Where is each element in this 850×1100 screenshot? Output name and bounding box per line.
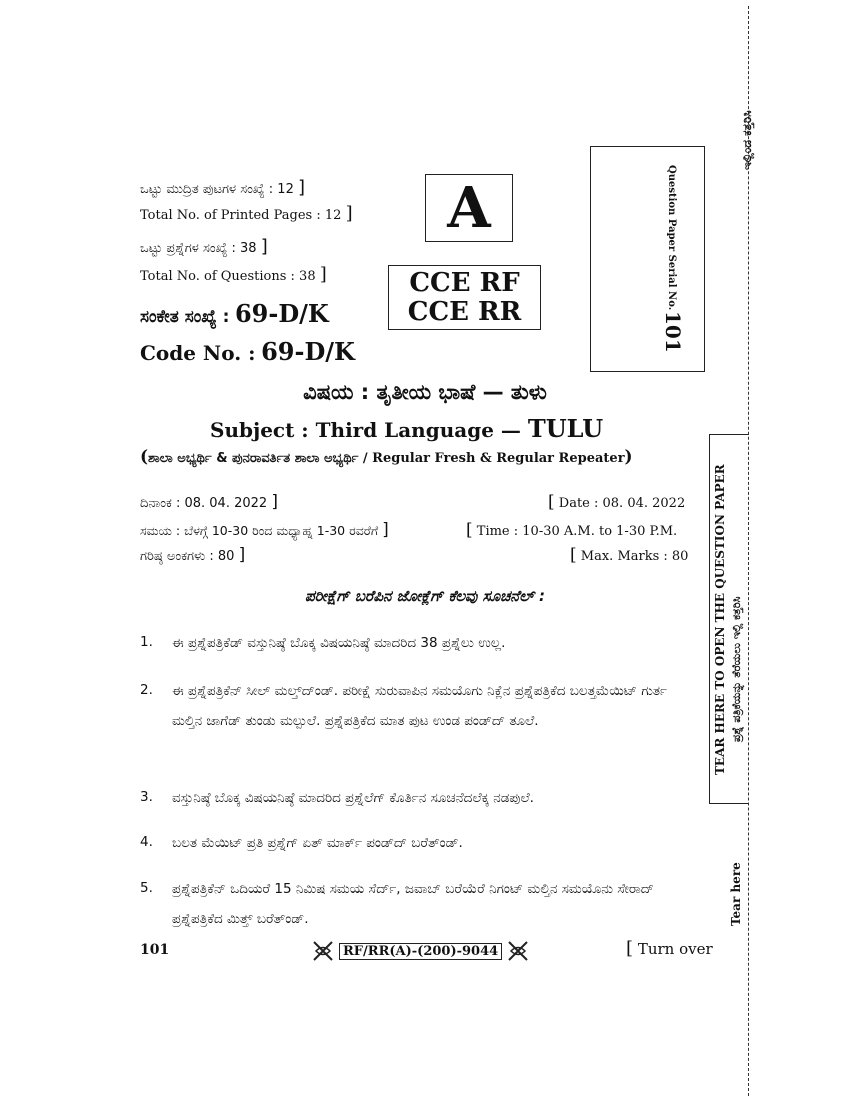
printed-pages-kn: ಒಟ್ಟು ಮುದ್ರಿತ ಪುಟಗಳ ಸಂಖ್ಯೆ : 12 ] bbox=[140, 177, 306, 198]
serial-value: 101 bbox=[661, 311, 685, 353]
instruction-text: ಈ ಪ್ರಶ್ನೆಪತ್ರಿಕೆಡ್ ವಸ್ತುನಿಷ್ಠೆ ಬೊಕ್ಕ ವಿಷಯನಿಷ್ಠೆ ಮಾದರಿದ 38 ಪ್ರಶ್ನೆಲು ಉಲ್ಲ. bbox=[172, 635, 506, 651]
tear-here-bottom: Tear here bbox=[729, 862, 743, 926]
marks-kn: ಗರಿಷ್ಠ ಅಂಕಗಳು : 80 ] bbox=[140, 545, 246, 565]
instruction-text: ಬಲತ ಮೆಯಿಟ್ ಪ್ರತಿ ಪ್ರಶ್ನೆಗ್ ಏತ್ ಮಾರ್ಕ್ ಪಂಡ್‌ದ್ ಬರೆತ್‌ಂಡ್. bbox=[172, 835, 463, 851]
cce-rf-label: CCE RF bbox=[409, 268, 520, 298]
turn-over-label: [ Turn over bbox=[626, 938, 713, 959]
questions-kn: ಒಟ್ಟು ಪ್ರಶ್ನೆಗಳ ಸಂಖ್ಯೆ : 38 ] bbox=[140, 236, 268, 257]
instruction-text: ವಸ್ತುನಿಷ್ಠೆ ಬೊಕ್ಕ ವಿಷಯನಿಷ್ಠೆ ಮಾದರಿದ ಪ್ರಶ್ನೆಲೆಗ್ ಕೊರ್ತಿನ ಸೂಚನೆದಲೆಕ್ಕ ನಡಪುಲೆ. bbox=[172, 790, 534, 806]
date-en: [ Date : 08. 04. 2022 bbox=[548, 492, 686, 512]
marks-en: [ Max. Marks : 80 bbox=[570, 545, 689, 565]
footer-paper-code: RF/RR(A)-(200)-9044 bbox=[339, 943, 502, 960]
footer-page-code: 101 bbox=[140, 942, 170, 958]
time-kn: ಸಮಯ : ಬೆಳಗ್ಗೆ 10-30 ರಿಂದ ಮಧ್ಯಾಹ್ನ 1-30 ರವರೆಗೆ ] bbox=[140, 520, 389, 540]
candidate-type: (ಶಾಲಾ ಅಭ್ಯರ್ಥಿ & ಪುನರಾವರ್ತಿತ ಶಾಲಾ ಅಭ್ಯರ್ಥಿ / Regular Fresh & Regular Repeater) bbox=[140, 447, 633, 467]
instruction-3 bbox=[140, 783, 700, 813]
instruction-5 bbox=[140, 874, 700, 936]
time-en: [ Time : 10-30 A.M. to 1-30 P.M. bbox=[466, 520, 678, 540]
version-letter-box: A bbox=[425, 174, 513, 242]
printed-pages-en: Total No. of Printed Pages : 12 ] bbox=[140, 203, 353, 224]
instruction-text: ಈ ಪ್ರಶ್ನೆಪತ್ರಿಕೆನ್ ಸೀಲ್ ಮಲ್ತ್‌ದ್‌ಂಡ್. ಪರೀಕ್ಷೆ ಸುರುವಾಪಿನ ಸಮಯೊಗು ನಿಕ್ಲೆನ ಪ್ರಶ್ನೆಪತ್ರಿಕೆದ ಬಲತ್ತಮೆಯಿಟ್ ಗುರ್ತ ಮಲ್ತಿನ ಜಾಗೆಡ್ ತುಂಡು ಮಲ್ಪುಲೆ. ಪ್ರಶ್ನೆಪತ್ರಿಕೆದ ಮಾತ ಪುಟ ಉಂಡ ಪಂಡ್‌ದ್ ತೂಲೆ. bbox=[172, 683, 668, 729]
instruction-number: 4. bbox=[140, 834, 153, 850]
subject-kn: ವಿಷಯ : ತೃತೀಯ ಭಾಷೆ — ತುಳು bbox=[303, 380, 547, 404]
ornament-right-icon bbox=[507, 940, 529, 962]
instruction-number: 5. bbox=[140, 880, 153, 896]
instruction-2 bbox=[140, 676, 700, 768]
subject-en: Subject : Third Language — TULU bbox=[210, 414, 604, 443]
date-kn: ದಿನಾಂಕ : 08. 04. 2022 ] bbox=[140, 492, 278, 512]
code-kn: ಸಂಕೇತ ಸಂಖ್ಯೆ : 69-D/K bbox=[140, 299, 329, 328]
cce-rr-label: CCE RR bbox=[407, 297, 522, 327]
code-en: Code No. : 69-D/K bbox=[140, 337, 355, 366]
instruction-number: 3. bbox=[140, 789, 153, 805]
instruction-text: ಪ್ರಶ್ನೆಪತ್ರಿಕೆನ್ ಒದಿಯರೆ 15 ನಿಮಿಷ ಸಮಯ ಸೆರ್ದ್, ಜವಾಬ್ ಬರೆಯೆರೆ ನಿಗಂಟ್ ಮಲ್ತಿನ ಸಮಯೊನು ಸೇರಾದ್ ಪ್ರಶ್ನೆಪತ್ರಿಕೆದ ಮಿತ್ತ್ ಬರೆತ್‌ಂಡ್. bbox=[172, 881, 654, 927]
tear-here-kn: ಪ್ರಶ್ನೆ ಪತ್ರಿಕೆಯನ್ನು ತೆರೆಯಲು ಇಲ್ಲಿ ಕತ್ತರಿಸಿ bbox=[730, 596, 743, 742]
tear-here-en: TEAR HERE TO OPEN THE QUESTION PAPER bbox=[713, 464, 727, 775]
instruction-number: 2. bbox=[140, 682, 153, 698]
instruction-1 bbox=[140, 628, 700, 658]
exam-type-box bbox=[388, 265, 541, 330]
ornament-left-icon bbox=[312, 940, 334, 962]
serial-label: Question Paper Serial No. bbox=[666, 165, 677, 311]
footer-paper-code-wrap bbox=[312, 940, 529, 962]
instructions-heading: ಪರೀಕ್ಷೆಗ್ ಬರೆಪಿನ ಜೋಕ್ಲೆಗ್ ಕೆಲವು ಸೂಚನೆಲ್ : bbox=[304, 587, 546, 605]
serial-number-box bbox=[590, 146, 705, 372]
instruction-4 bbox=[140, 828, 700, 858]
cut-here-kn-top: ಇಲ್ಲಿಂದ ಕತ್ತರಿಸಿ bbox=[740, 110, 754, 170]
instruction-number: 1. bbox=[140, 634, 153, 650]
questions-en: Total No. of Questions : 38 ] bbox=[140, 264, 327, 285]
